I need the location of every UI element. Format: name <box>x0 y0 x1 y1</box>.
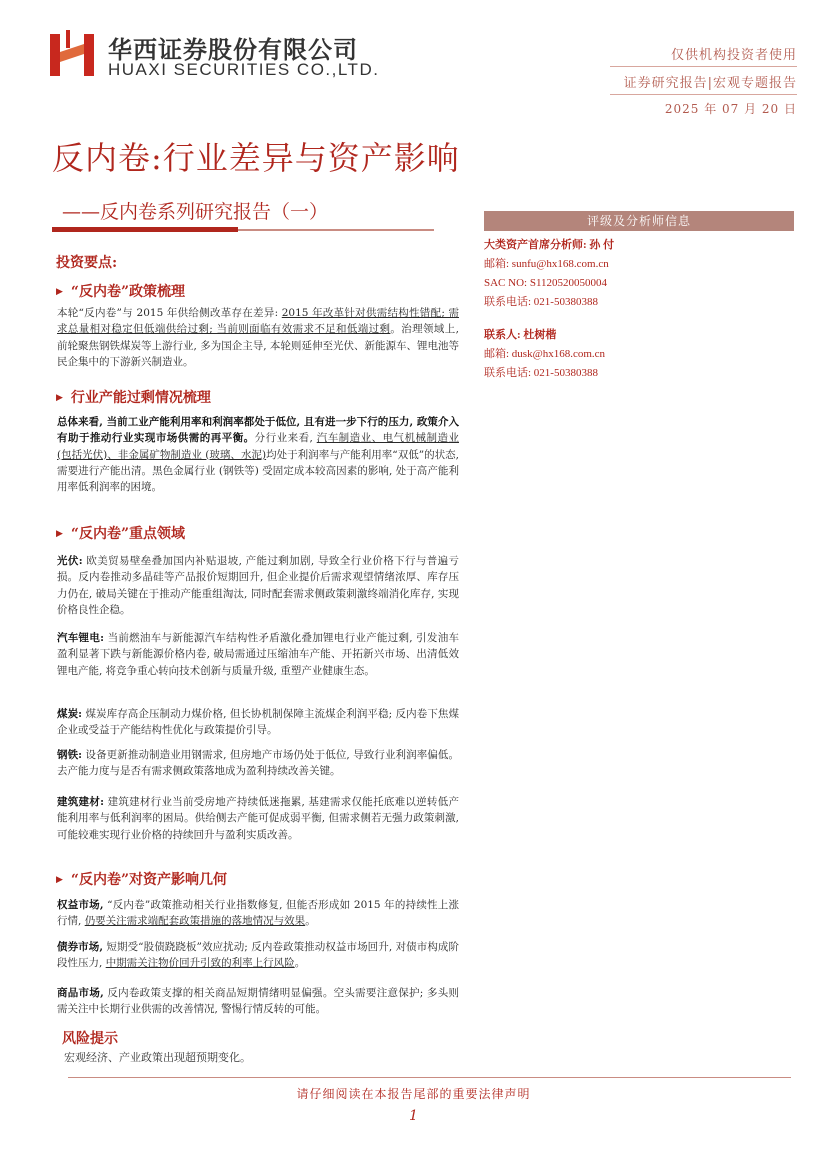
contact-email: 邮箱: dusk@hx168.com.cn <box>484 348 606 360</box>
report-type: 证券研究报告|宏观专题报告 <box>623 76 797 91</box>
list-item: 商品市场, 反内卷政策支撑的相关商品短期情绪明显偏强。空头需要注意保护; 多头则需关注中长期行业供需的改善情况, 警惕行情反转的可能。 <box>57 987 459 1016</box>
analyst-sac: SAC NO: S1120520050004 <box>484 277 608 289</box>
list-item: 债券市场, 短期受“股债跷跷板”效应扰动; 反内卷政策推动权益市场回升, 对债市构成阶段性压力, 中期需关注物价回升引致的利率上行风险。 <box>57 941 460 970</box>
page-title: 反内卷:行业差异与资产影响 <box>52 139 460 177</box>
section-heading: ▶ “反内卷”重点领域 <box>56 526 186 542</box>
section-heading: ▶ “反内卷”政策梳理 <box>56 284 186 300</box>
page-subtitle: ——反内卷系列研究报告（一） <box>62 201 329 223</box>
triangle-bullet-icon: ▶ <box>56 529 63 539</box>
triangle-bullet-icon: ▶ <box>56 875 63 885</box>
invest-points-title: 投资要点: <box>56 255 118 271</box>
header-divider <box>610 94 797 95</box>
analyst-info-heading: 评级及分析师信息 <box>484 211 794 231</box>
analyst-email: 邮箱: sunfu@hx168.com.cn <box>484 258 609 270</box>
list-item: 建筑建材: 建筑建材行业当前受房地产持续低迷拖累, 基建需求仅能托底难以逆转低产能利用率与低利润率的困局。供给侧去产能可促成弱平衡, 但需求侧若无强力政策刺激, 可能较难实现行业价格的持续回升与盈利实质改善。 <box>57 796 459 841</box>
report-date: 2025 年 07 月 20 日 <box>664 102 797 116</box>
list-item: 汽车锂电: 当前燃油车与新能源汽车结构性矛盾激化叠加锂电行业产能过剩, 引发油车盈利显著下跌与新能源价格内卷, 破局需通过压缩油车产能、开拓新兴市场、出清低效锂电产能, 将竞争重心转向技术创新与质量升级, 重塑产业健康生态。 <box>57 632 459 677</box>
page-number: 1 <box>409 1108 418 1124</box>
section-paragraph: 总体来看, 当前工业产能利用率和利润率都处于低位, 且有进一步下行的压力, 政策介入有助于推动行业实现市场供需的再平衡。分行业来看, 汽车制造业、电气机械制造业 (包括光伏)、非金属矿物制造业 (玻璃、水泥)均处于利润率与产能利用率“双低”的状态, 需要进行产能出清。黑色金属行业 (钢铁等) 受固定成本较高因素的影响, 处于高产能利用率低利润率的困境。 <box>57 416 459 494</box>
title-underline <box>52 227 238 232</box>
section-heading: ▶ “反内卷”对资产影响几何 <box>56 872 228 888</box>
triangle-bullet-icon: ▶ <box>56 393 63 403</box>
audience-note: 仅供机构投资者使用 <box>670 48 797 63</box>
section-paragraph: 本轮“反内卷”与 2015 年供给侧改革存在差异: 2015 年改革针对供需结构性错配; 需求总量相对稳定但低端供给过剩; 当前则面临有效需求不足和低端过剩。治理领域上, 前轮聚焦钢铁煤炭等上游行业, 多为国企主导, 本轮则延伸至光伏、新能源车、锂电池等民企集中的下游新兴制造业。 <box>57 307 460 368</box>
contact-phone: 联系电话: 021-50380388 <box>484 367 598 379</box>
footer-divider <box>68 1077 791 1078</box>
analyst-phone: 联系电话: 021-50380388 <box>484 296 598 308</box>
list-item: 煤炭: 煤炭库存高企压制动力煤价格, 但长协机制保障主流煤企利润平稳; 反内卷下焦煤企业或受益于产能结构性优化与政策提价引导。 <box>57 708 459 737</box>
huaxi-logo-icon <box>48 30 96 80</box>
footer-disclaimer: 请仔细阅读在本报告尾部的重要法律声明 <box>296 1087 531 1101</box>
company-name-cn: 华西证券股份有限公司 <box>108 36 358 64</box>
title-underline-thin <box>238 229 434 231</box>
list-item: 光伏: 欧美贸易壁垒叠加国内补贴退坡, 产能过剩加剧, 导致全行业价格下行与普遍亏损。反内卷推动多晶硅等产品报价短期回升, 但企业提价后需求观望情绪浓厚、库存压力仍在, 破局关键在于推动产能重组淘汰, 同时配套需求侧政策刺激终端消化库存, 实现价格良性企稳。 <box>57 555 459 616</box>
contact-name: 联系人: 杜树楷 <box>484 329 557 341</box>
triangle-bullet-icon: ▶ <box>56 287 63 297</box>
header-divider <box>610 66 797 67</box>
risk-text: 宏观经济、产业政策出现超预期变化。 <box>64 1051 251 1064</box>
company-name-en: HUAXI SECURITIES CO.,LTD. <box>108 60 380 79</box>
list-item: 钢铁: 设备更新推动制造业用钢需求, 但房地产市场仍处于低位, 导致行业利润率偏低。去产能力度与是否有需求侧政策落地成为盈利持续改善关键。 <box>57 749 459 778</box>
risk-title: 风险提示 <box>62 1031 118 1047</box>
list-item: 权益市场, “反内卷”政策推动相关行业指数修复, 但能否形成如 2015 年的持续性上涨行情, 仍要关注需求端配套政策措施的落地情况与效果。 <box>57 899 459 928</box>
section-heading: ▶ 行业产能过剩情况梳理 <box>56 390 211 406</box>
analyst-info-box <box>484 231 794 381</box>
analyst-name: 大类资产首席分析师: 孙 付 <box>484 239 615 251</box>
